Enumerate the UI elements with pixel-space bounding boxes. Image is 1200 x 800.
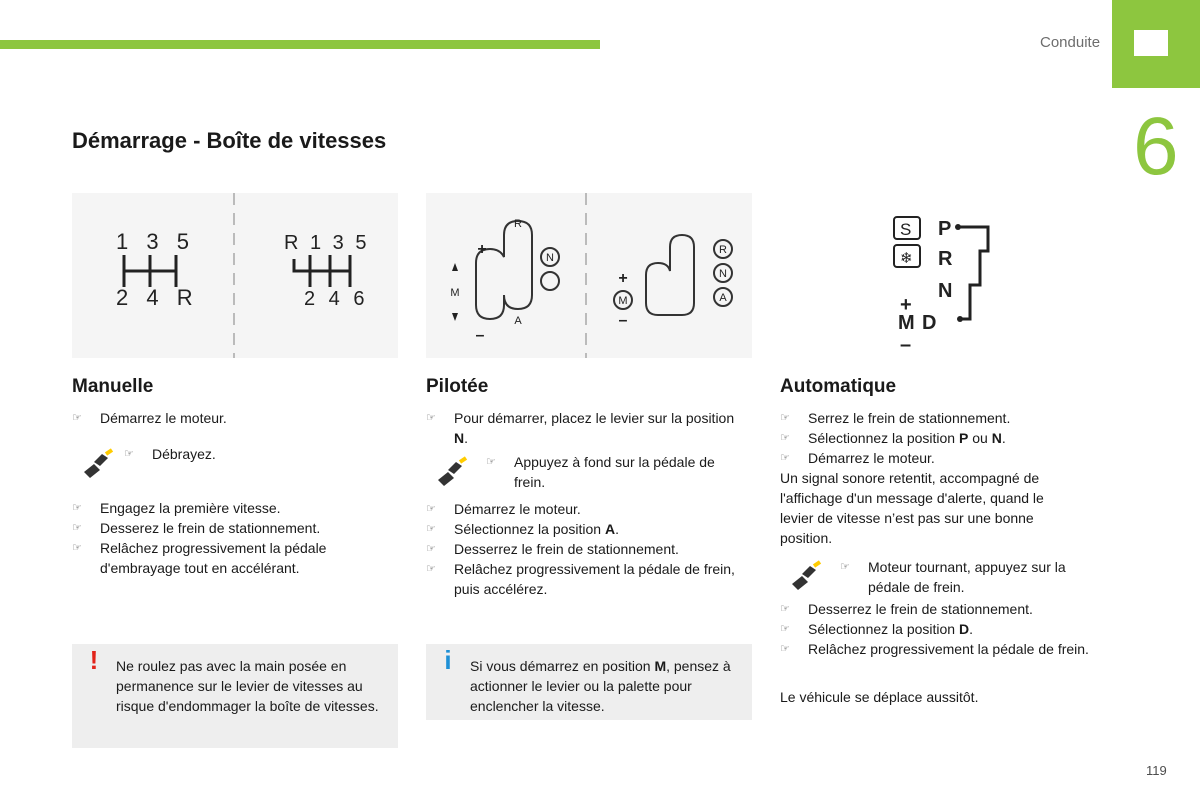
manual-step: ☞ Démarrez le moteur. bbox=[72, 408, 392, 428]
auto-step: ☞ Sélectionnez la position D. bbox=[780, 619, 1090, 639]
pilot-steps-b bbox=[426, 499, 746, 599]
foot-pedal-icon bbox=[78, 448, 118, 482]
auto-steps-a bbox=[780, 408, 1090, 468]
pilot-sub-steps bbox=[486, 452, 746, 492]
chapter-number: 6 bbox=[1133, 101, 1179, 192]
warning-icon: ! bbox=[89, 645, 99, 675]
header-rule bbox=[0, 40, 600, 49]
manual-steps-b bbox=[72, 498, 392, 578]
manual-step: ☞ Engagez la première vitesse. bbox=[72, 498, 392, 518]
auto-warning-paragraph: Un signal sonore retentit, accompagné de l'affichage d'un message d'alerte, quand le levier de vitesse n’est pas sur une bonne position. bbox=[780, 470, 1044, 546]
manual-step: ☞ Relâchez progressivement la pédale d'embrayage tout en accélérant. bbox=[72, 538, 392, 578]
pilot-minus-label: – bbox=[475, 327, 485, 344]
manual-heading: Manuelle bbox=[72, 376, 154, 397]
auto-step: ☞ Moteur tournant, appuyez sur la pédale de frein. bbox=[840, 557, 1090, 597]
pilot-steps-a bbox=[426, 408, 746, 448]
pilot-a-label: A bbox=[514, 315, 522, 327]
pilot-gate-diagram bbox=[426, 193, 752, 358]
manual-a-bottom: 2 4 R bbox=[116, 285, 199, 310]
auto-sub-steps bbox=[840, 557, 1090, 597]
auto-closing-paragraph: Le véhicule se déplace aussitôt. bbox=[780, 689, 979, 705]
info-note-text: Si vous démarrez en position M, pensez à actionner le levier ou la palette pour enclencher la vitesse. bbox=[470, 658, 731, 714]
pilot-b-a-label: A bbox=[719, 292, 727, 304]
auto-n-label: N bbox=[938, 280, 953, 302]
manual-step: ☞ Débrayez. bbox=[124, 444, 384, 464]
warning-note bbox=[72, 644, 398, 748]
auto-step: ☞ Serrez le frein de stationnement. bbox=[780, 408, 1090, 428]
auto-m-label: M bbox=[898, 312, 915, 334]
page-title: Démarrage - Boîte de vitesses bbox=[72, 128, 387, 153]
auto-s-label: S bbox=[900, 220, 912, 239]
auto-p-label: P bbox=[938, 218, 952, 240]
manual-shift-patterns-diagram bbox=[72, 193, 398, 358]
pilot-b-n-label: N bbox=[719, 268, 727, 280]
auto-selector-diagram bbox=[880, 205, 1010, 355]
pilot-step: ☞ Relâchez progressivement la pédale de frein, puis accélérez. bbox=[426, 559, 746, 599]
auto-diagram bbox=[880, 205, 1010, 355]
pilot-heading: Pilotée bbox=[426, 376, 489, 397]
pilot-b-m-label: M bbox=[618, 295, 628, 307]
pilot-diagram-panel bbox=[426, 193, 752, 358]
info-note bbox=[426, 644, 752, 720]
manual-a-top: 1 3 5 bbox=[116, 229, 195, 254]
auto-plus-label: + bbox=[900, 294, 912, 316]
manual-b-top: R 1 3 5 bbox=[284, 232, 370, 254]
pilot-step: ☞ Desserrez le frein de stationnement. bbox=[426, 539, 746, 559]
pilot-r-label: R bbox=[514, 218, 522, 230]
auto-d-label: D bbox=[922, 312, 937, 334]
info-icon: i bbox=[444, 645, 452, 675]
auto-step: ☞ Desserrez le frein de stationnement. bbox=[780, 599, 1090, 619]
manual-steps-a bbox=[72, 408, 392, 428]
page-number: 119 bbox=[1146, 763, 1167, 778]
pilot-step: ☞ Appuyez à fond sur la pédale de frein. bbox=[486, 452, 746, 492]
auto-steps-b bbox=[780, 599, 1090, 659]
auto-step: ☞ Démarrez le moteur. bbox=[780, 448, 1090, 468]
auto-step: ☞ Relâchez progressivement la pédale de frein. bbox=[780, 639, 1090, 659]
pilot-plus-label: + bbox=[477, 241, 487, 258]
pilot-step: ☞ Démarrez le moteur. bbox=[426, 499, 746, 519]
warning-note-text: Ne roulez pas avec la main posée en permanence sur le levier de vitesses au risque d'endommager la boîte de vitesses. bbox=[116, 658, 379, 714]
pilot-step: ☞ Sélectionnez la position A. bbox=[426, 519, 746, 539]
auto-minus-label: – bbox=[900, 334, 912, 355]
foot-pedal-icon bbox=[432, 456, 472, 490]
pilot-b-r-label: R bbox=[719, 244, 727, 256]
pilot-m-label: M bbox=[450, 287, 460, 299]
chapter-tab-mark bbox=[1134, 30, 1168, 56]
manual-step: ☞ Desserez le frein de stationnement. bbox=[72, 518, 392, 538]
pilot-n-label: N bbox=[546, 252, 554, 264]
manual-sub-steps bbox=[124, 444, 384, 464]
section-label: Conduite bbox=[1040, 34, 1101, 51]
foot-pedal-icon bbox=[786, 560, 826, 594]
auto-heading: Automatique bbox=[780, 376, 897, 397]
auto-step: ☞ Sélectionnez la position P ou N. bbox=[780, 428, 1090, 448]
auto-r-label: R bbox=[938, 248, 953, 270]
pilot-b-plus-label: + bbox=[618, 270, 628, 287]
auto-snow-label: ❄ bbox=[900, 250, 913, 267]
pilot-step: ☞ Pour démarrer, placez le levier sur la position N. bbox=[426, 408, 746, 448]
manual-diagram-panel bbox=[72, 193, 398, 358]
pilot-b-minus-label: – bbox=[618, 312, 628, 329]
manual-b-bottom: 2 4 6 bbox=[304, 288, 369, 310]
